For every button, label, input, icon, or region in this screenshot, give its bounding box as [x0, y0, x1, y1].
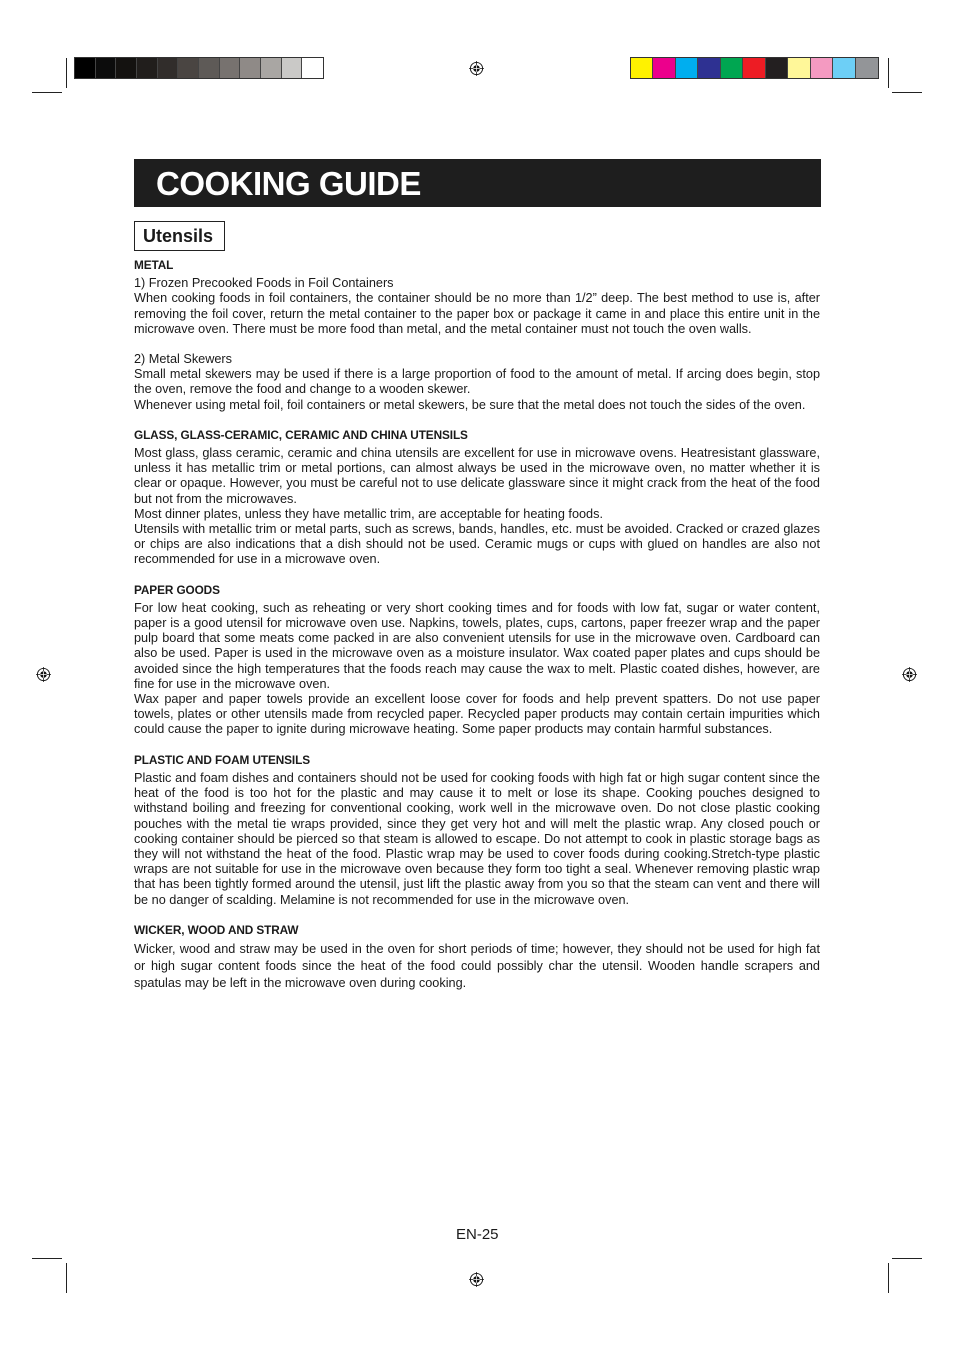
title-bar — [134, 159, 821, 207]
gray-swatch — [96, 58, 117, 78]
gray-swatch — [75, 58, 96, 78]
process-color-bar — [630, 57, 879, 79]
color-swatch — [743, 58, 765, 78]
metal-paragraph-3: Whenever using metal foil, foil containers or metal skewers, be sure that the metal does not touch the sides of the oven. — [134, 397, 806, 412]
gray-swatch — [199, 58, 220, 78]
registration-mark-bottom-icon — [469, 1272, 484, 1287]
crop-mark-bottom-left-h — [32, 1258, 62, 1259]
gray-swatch — [282, 58, 303, 78]
registration-mark-left-icon — [36, 667, 51, 682]
gray-swatch — [116, 58, 137, 78]
crop-mark-bottom-left-v — [66, 1263, 67, 1293]
color-swatch — [698, 58, 720, 78]
glass-paragraph-3: Utensils with metallic trim or metal parts, such as screws, bands, handles, etc. must be avoided. Cracked or crazed glazes or chips are also indications that a dish should not be used. Ceramic mugs or cups with glued on handles are also not recommended for use in a microwave oven. — [134, 522, 820, 567]
plastic-paragraph-1: Plastic and foam dishes and containers should not be used for cooking foods with high fat or high sugar content since the heat of the food is too hot for the plastic and may cause it to melt or lose its shape. Cooking pouches designed to withstand boiling and freezing for conventional cooking, work well in the microwave oven. Do not close plastic cooking pouches with the metal tie wraps provided, since they get very hot and will melt the plastic wrap. Any closed pouch or cooking container should be pierced so that steam is allowed to escape. Do not attempt to cook in plastic storage bags as they will not withstand the heat of the food. Plastic wrap may be used to cover foods during cooking.Stretch-type plastic wraps are not suitable for use in the microwave oven because they form too tight a seal. Whenever removing plastic wrap that has been tightly formed around the utensil, just lift the plastic away from you so that the steam can vent and there will be no danger of scalding. Melamine is not recommended for use in the microwave oven. — [134, 770, 820, 907]
page-title: COOKING GUIDE — [156, 165, 421, 202]
color-swatch — [676, 58, 698, 78]
gray-swatch — [302, 58, 323, 78]
glass-section — [134, 428, 820, 568]
page-content — [134, 258, 820, 992]
metal-paragraph-2: Small metal skewers may be used if there is a large proportion of food to the amount of metal. If arcing does begin, stop the oven, remove the food and change to a wooden skewer. — [134, 367, 820, 397]
color-swatch — [631, 58, 653, 78]
metal-section — [134, 258, 820, 413]
crop-mark-top-left-v — [66, 58, 67, 88]
paper-paragraph-1: For low heat cooking, such as reheating or very short cooking times and for foods with low fat, sugar or water content, paper is a good utensil for microwave oven use. Napkins, towels, plates, cups, cartons, paper freezer wrap and the paper pulp board that some meats come packed in are also convenient utensils for use in the microwave oven. Cardboard can also be used. Paper is used in the microwave oven as a moisture insulator. Wax coated paper plates and cups should be avoided since the high temperatures that the foods reach may cause the wax to melt. Plastic coated dishes, however, are fine for use in the microwave oven. — [134, 600, 820, 691]
gray-swatch — [261, 58, 282, 78]
grayscale-color-bar — [74, 57, 324, 79]
color-swatch — [833, 58, 855, 78]
color-swatch — [811, 58, 833, 78]
color-swatch — [788, 58, 810, 78]
section-heading: Utensils — [143, 226, 214, 246]
paper-heading: PAPER GOODS — [134, 582, 220, 597]
crop-mark-top-right-h — [892, 92, 922, 93]
color-swatch — [653, 58, 675, 78]
glass-paragraph-1: Most glass, glass ceramic, ceramic and china utensils are excellent for use in microwave ovens. Heatresistant glassware, unless it has metallic trim or metal portions, can almost always be used in the microwave oven, no matter whether it is clear or opaque. However, you must be careful not to use delicate glassware since it might crack from the heat of the food but not from the microwaves. — [134, 446, 820, 506]
page-number: EN-25 — [456, 1226, 499, 1243]
wicker-section — [134, 923, 820, 992]
crop-mark-bottom-right-v — [888, 1263, 889, 1293]
gray-swatch — [178, 58, 199, 78]
crop-mark-top-right-v — [888, 58, 889, 88]
registration-mark-right-icon — [902, 667, 917, 682]
gray-swatch — [158, 58, 179, 78]
color-swatch — [856, 58, 878, 78]
plastic-heading: PLASTIC AND FOAM UTENSILS — [134, 752, 310, 767]
color-swatch — [721, 58, 743, 78]
crop-mark-bottom-right-h — [892, 1258, 922, 1259]
gray-swatch — [137, 58, 158, 78]
color-swatch — [766, 58, 788, 78]
registration-mark-top-icon — [469, 61, 484, 76]
paper-paragraph-2: Wax paper and paper towels provide an excellent loose cover for foods and help prevent spatters. Do not use paper towels, plates or other utensils made from recycled paper. Recycled paper products may contain certain impurities which could cause the paper to ignite during microwave heating. Some paper products may contain harmful substances. — [134, 692, 820, 737]
crop-mark-top-left-h — [32, 92, 62, 93]
paper-section — [134, 583, 820, 738]
metal-item-2: 2) Metal Skewers — [134, 352, 233, 367]
gray-swatch — [240, 58, 261, 78]
plastic-section — [134, 753, 820, 908]
wicker-heading: WICKER, WOOD AND STRAW — [134, 922, 299, 937]
metal-heading: METAL — [134, 258, 174, 272]
metal-item-1: 1) Frozen Precooked Foods in Foil Containers — [134, 276, 394, 291]
glass-paragraph-2: Most dinner plates, unless they have metallic trim, are acceptable for heating foods. — [134, 506, 603, 521]
metal-paragraph-1: When cooking foods in foil containers, the container should be no more than 1/2” deep. The best method to use is, after removing the foil cover, return the metal container to the paper box or package it came in and place this entire unit in the microwave oven. There must be more food than metal, and the metal container must not touch the oven walls. — [134, 291, 820, 336]
wicker-paragraph-1: Wicker, wood and straw may be used in the oven for short periods of time; however, they should not be used for high fat or high sugar content foods since the heat of the food could possibly char the utensil. Wooden handle scrapers and spatulas may be left in the microwave oven during cooking. — [134, 941, 820, 990]
section-heading-box — [134, 221, 225, 251]
gray-swatch — [220, 58, 241, 78]
glass-heading: GLASS, GLASS-CERAMIC, CERAMIC AND CHINA UTENSILS — [134, 427, 468, 442]
